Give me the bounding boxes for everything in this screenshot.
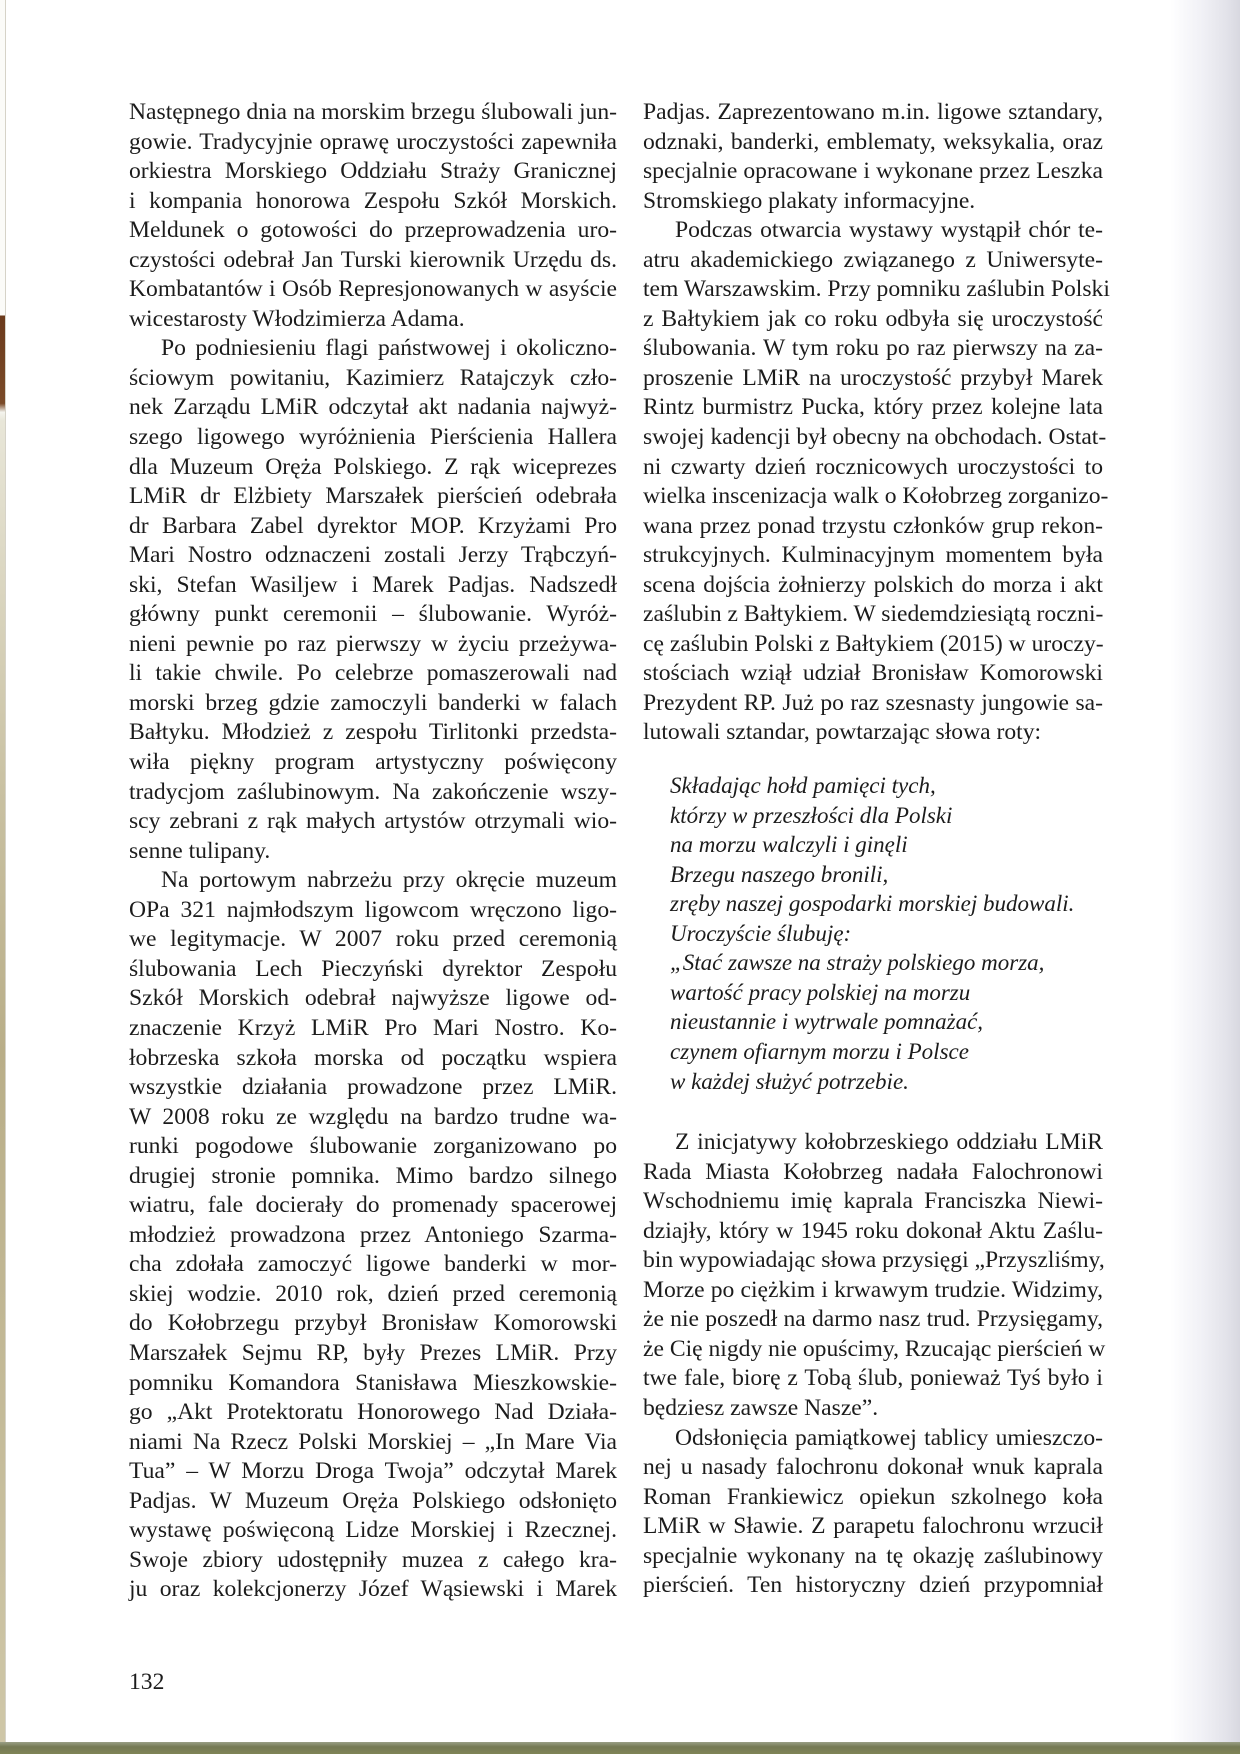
- text-line: nek Zarządu LMiR odczytał akt nadania najwyż-: [129, 394, 617, 421]
- text-line: runki pogodowe ślubowanie zorganizowano po: [129, 1133, 617, 1160]
- text-line: do Kołobrzegu przybył Bronisław Komorowski: [129, 1310, 617, 1337]
- text-line: ściowym powitaniu, Kazimierz Ratajczyk czło-: [129, 364, 617, 391]
- text-line: nieni pewnie po raz pierwszy w życiu przeżywa-: [129, 630, 617, 657]
- text-line: z Bałtykiem jak co roku odbyła się uroczystość: [643, 305, 1103, 332]
- text-line: scy zebrani z rąk małych artystów otrzymali wio-: [129, 808, 617, 835]
- paragraph: [129, 866, 617, 1605]
- text-line: swojej kadencji był obecny na obchodach. Ostat-: [643, 424, 1107, 451]
- paragraph: [643, 1128, 1106, 1423]
- text-line: drugiej stronie pomnika. Mimo bardzo silnego: [129, 1162, 617, 1189]
- text-line: proszenie LMiR na uroczystość przybył Marek: [643, 364, 1103, 391]
- text-line: lutowali sztandar, powtarzając słowa roty:: [643, 719, 1042, 746]
- text-line: młodzież prowadzona przez Antoniego Szarma-: [129, 1221, 617, 1248]
- text-line: Marszałek Sejmu RP, były Prezes LMiR. Przy: [129, 1339, 617, 1366]
- text-line: Szkół Morskich odebrał najwyższe ligowe od-: [129, 985, 617, 1012]
- text-line: Rada Miasta Kołobrzeg nadała Falochronowi: [643, 1158, 1103, 1185]
- text-line: tem Warszawskim. Przy pomniku zaślubin Polski: [643, 276, 1110, 303]
- text-line: ski, Stefan Wasiljew i Marek Padjas. Nadszedł: [129, 571, 617, 598]
- text-line: Wschodniemu imię kaprala Franciszka Niewi-: [643, 1188, 1103, 1215]
- text-line: bin wypowiadając słowa przysięgi „Przyszliśmy,: [643, 1247, 1105, 1274]
- left-column: [129, 98, 617, 1605]
- text-line: główny punkt ceremonii – ślubowanie. Wyróż-: [129, 601, 617, 628]
- paragraph: [643, 1424, 1103, 1601]
- text-line: twe fale, biorę z Tobą ślub, ponieważ Tyś było i: [643, 1365, 1103, 1392]
- text-line: Rintz burmistrz Pucka, który przez kolejne lata: [643, 394, 1103, 421]
- text-line: że Cię nigdy nie opuścimy, Rzucając pierścień w: [643, 1335, 1106, 1362]
- text-line: Z inicjatywy kołobrzeskiego oddziału LMiR: [675, 1129, 1103, 1156]
- text-line: tradycjom zaślubinowym. Na zakończenie wszy-: [129, 778, 617, 805]
- text-line: specjalnie opracowane i wykonane przez Leszka: [643, 158, 1103, 185]
- text-line: cę zaślubin Polski z Bałtykiem (2015) w uroczy-: [643, 630, 1104, 657]
- oath-line: Brzegu naszego bronili,: [670, 861, 889, 887]
- oath-line: zręby naszej gospodarki morskiej budowali.: [670, 891, 1075, 917]
- text-line: wystawę poświęconą Lidze Morskiej i Rzecznej.: [129, 1517, 617, 1544]
- text-line: wana przez ponad trzystu członków grup rekon-: [643, 512, 1103, 539]
- text-line: morski brzeg gdzie zamoczyli banderki w falach: [129, 689, 617, 716]
- text-line: pomniku Komandora Stanisława Mieszkowskie-: [129, 1369, 617, 1396]
- text-line: Następnego dnia na morskim brzegu ślubowali jun-: [129, 99, 617, 125]
- text-line: wicestarosty Włodzimierza Adama.: [129, 305, 465, 332]
- text-line: Prezydent RP. Już po raz szesnasty jungowie sa-: [643, 689, 1103, 716]
- text-line: cha zdołała zamoczyć ligowe banderki w mor-: [129, 1251, 617, 1278]
- text-line: we legitymacje. W 2007 roku przed ceremonią: [129, 926, 617, 953]
- text-line: orkiestra Morskiego Oddziału Straży Granicznej: [129, 158, 617, 185]
- text-line: LMiR dr Elżbiety Marszałek pierścień odebrała: [129, 483, 617, 510]
- text-line: że nie poszedł na darmo nasz trud. Przysięgamy,: [643, 1306, 1103, 1333]
- page-number: 132: [129, 1669, 165, 1695]
- text-line: Podczas otwarcia wystawy wystąpił chór te-: [675, 217, 1103, 244]
- text-line: Morze po ciężkim i krwawym trudzie. Widzimy,: [643, 1276, 1103, 1303]
- text-line: go „Akt Protektoratu Honorowego Nad Działa-: [129, 1399, 617, 1426]
- oath-line: którzy w przeszłości dla Polski: [670, 802, 953, 828]
- text-line: W 2008 roku ze względu na bardzo trudne wa-: [129, 1103, 617, 1130]
- text-line: Mari Nostro odznaczeni zostali Jerzy Trąbczyń-: [129, 542, 617, 569]
- oath-line: Uroczyście ślubuję:: [670, 920, 852, 946]
- oath-line: Składając hołd pamięci tych,: [670, 773, 936, 799]
- text-line: li takie chwile. Po celebrze pomaszerowali nad: [129, 660, 617, 687]
- text-line: gowie. Tradycyjnie oprawę uroczystości zapewniła: [129, 128, 617, 155]
- text-line: atru akademickiego związanego z Uniwersyte-: [643, 246, 1103, 273]
- text-line: dziajły, który w 1945 roku dokonał Aktu Zaślu-: [643, 1217, 1103, 1244]
- paragraph: [129, 334, 617, 866]
- text-line: senne tulipany.: [129, 837, 271, 864]
- oath-line: w każdej służyć potrzebie.: [670, 1068, 909, 1094]
- text-line: stościach wziął udział Bronisław Komorowski: [643, 660, 1103, 687]
- text-line: scena dojścia żołnierzy polskich do morza i akt: [643, 571, 1103, 598]
- text-line: skiej wodzie. 2010 rok, dzień przed ceremonią: [129, 1280, 617, 1307]
- oath-line: czynem ofiarnym morzu i Polsce: [670, 1038, 969, 1064]
- text-line: nej u nasady falochronu dokonał wnuk kaprala: [643, 1454, 1103, 1481]
- text-line: odznaki, banderki, emblematy, weksykalia, oraz: [643, 128, 1103, 155]
- paragraph: [643, 216, 1110, 748]
- text-line: Tua” – W Morzu Droga Twoja” odczytał Marek: [129, 1458, 617, 1485]
- text-line: pierścień. Ten historyczny dzień przypomniał: [643, 1572, 1103, 1599]
- text-line: Roman Frankiewicz opiekun szkolnego koła: [643, 1483, 1103, 1510]
- right-column: [643, 98, 1110, 1601]
- text-line: szego ligowego wyróżnienia Pierścienia Hallera: [129, 424, 617, 451]
- text-line: wszystkie działania prowadzone przez LMiR.: [129, 1074, 617, 1101]
- text-line: LMiR w Sławie. Z parapetu falochronu wrzucił: [643, 1513, 1103, 1540]
- oath-line: „Stać zawsze na straży polskiego morza,: [670, 950, 1045, 976]
- scan-left-rule: [5, 0, 6, 1754]
- text-line: OPa 321 najmłodszym ligowcom wręczono ligo-: [129, 896, 617, 923]
- text-line: Meldunek o gotowości do przeprowadzenia uro-: [129, 217, 617, 244]
- text-line: Padjas. Zaprezentowano m.in. ligowe sztandary,: [643, 99, 1103, 125]
- oath-quote: [643, 771, 1103, 1096]
- paragraph: [129, 98, 617, 334]
- text-line: znaczenie Krzyż LMiR Pro Mari Nostro. Ko-: [129, 1014, 617, 1041]
- text-line: ślubowania Lech Pieczyński dyrektor Zespołu: [129, 955, 617, 982]
- text-line: niami Na Rzecz Polski Morskiej – „In Mare Via: [129, 1428, 617, 1455]
- text-line: specjalnie wykonany na tę okazję zaślubinowy: [643, 1542, 1103, 1569]
- text-line: będziesz zawsze Nasze”.: [643, 1394, 879, 1421]
- scan-bottom-band: [0, 1742, 1240, 1754]
- text-line: Stromskiego plakaty informacyjne.: [643, 187, 976, 214]
- text-line: ślubowania. W tym roku po raz pierwszy na za-: [643, 335, 1103, 362]
- spacer: [643, 1096, 1103, 1128]
- text-line: łobrzeska szkoła morska od początku wspiera: [129, 1044, 617, 1071]
- oath-line: wartość pracy polskiej na morzu: [670, 979, 971, 1005]
- text-line: Padjas. W Muzeum Oręża Polskiego odsłonięto: [129, 1487, 617, 1514]
- text-line: i kompania honorowa Zespołu Szkół Morskich.: [129, 187, 617, 214]
- paragraph: [643, 98, 1103, 216]
- text-line: wiła piękny program artystyczny poświęcony: [129, 749, 617, 776]
- text-line: czystości odebrał Jan Turski kierownik Urzędu ds.: [129, 246, 617, 273]
- text-line: ni czwarty dzień rocznicowych uroczystości to: [643, 453, 1103, 480]
- text-line: Kombatantów i Osób Represjonowanych w asyście: [129, 276, 617, 303]
- text-line: Swoje zbiory udostępniły muzea z całego kra-: [129, 1546, 617, 1573]
- oath-line: na morzu walczyli i ginęli: [670, 832, 908, 858]
- oath-line: nieustannie i wytrwale pomnażać,: [670, 1009, 984, 1035]
- text-line: ju oraz kolekcjonerzy Józef Wąsiewski i Marek: [129, 1576, 617, 1603]
- text-line: Odsłonięcia pamiątkowej tablicy umieszczo-: [675, 1424, 1103, 1451]
- text-line: strukcyjnych. Kulminacyjnym momentem była: [643, 542, 1103, 569]
- text-line: Po podniesieniu flagi państwowej i okoliczno-: [161, 335, 617, 362]
- text-line: wiatru, fale docierały do promenady spacerowej: [129, 1192, 617, 1219]
- page-gutter-shadow: [1170, 0, 1240, 1754]
- text-line: dla Muzeum Oręża Polskiego. Z rąk wiceprezes: [129, 453, 617, 480]
- text-line: wielka inscenizacja walk o Kołobrzeg zorganizo-: [643, 483, 1109, 510]
- text-line: zaślubin z Bałtykiem. W siedemdziesiątą roczni-: [643, 601, 1104, 628]
- text-line: Na portowym nabrzeżu przy okręcie muzeum: [161, 867, 617, 894]
- text-line: dr Barbara Zabel dyrektor MOP. Krzyżami Pro: [129, 512, 617, 539]
- text-line: Bałtyku. Młodzież z zespołu Tirlitonki przedsta-: [129, 719, 617, 746]
